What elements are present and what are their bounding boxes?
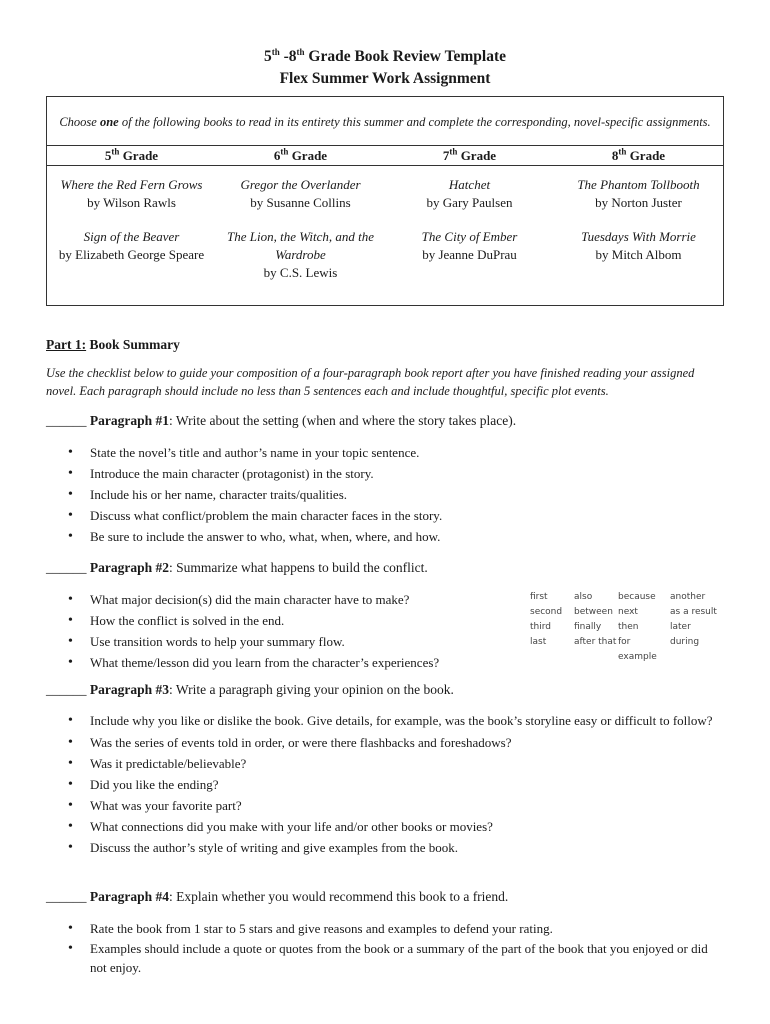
- book-title: Gregor the Overlander: [240, 177, 361, 192]
- grade-label: Grade: [288, 148, 328, 163]
- paragraph-prompt: : Summarize what happens to build the conflict.: [169, 560, 428, 575]
- list-item: • State the novel’s title and author’s name in your topic sentence.: [46, 442, 726, 463]
- book-entry: [220, 176, 381, 212]
- books-grade-8: [554, 166, 723, 298]
- book-author: by Mitch Albom: [595, 247, 682, 262]
- list-item: • Was it predictable/believable?: [46, 753, 726, 774]
- grade-num: 8: [611, 148, 619, 163]
- book-title: Sign of the Beaver: [83, 229, 180, 244]
- transition-word: later: [670, 622, 691, 632]
- book-selection-table: [46, 96, 724, 306]
- paragraph-3-checklist: [46, 711, 726, 858]
- title-text: Grade Book Review Template: [304, 48, 507, 65]
- transition-word: because: [618, 592, 656, 602]
- grade-header-row: [47, 146, 723, 166]
- transition-word: after that: [574, 637, 617, 647]
- books-grade-6: [216, 166, 385, 298]
- transition-word: third: [530, 622, 551, 632]
- intro-pre: Choose: [59, 115, 100, 129]
- list-item: • Discuss what conflict/problem the main character faces in the story.: [46, 505, 726, 526]
- book-author: by Wilson Rawls: [87, 195, 176, 210]
- transition-word: another: [670, 592, 706, 602]
- paragraph-prompt: : Write about the setting (when and where the story takes place).: [169, 413, 517, 428]
- book-title: Tuesdays With Morrie: [581, 229, 696, 244]
- book-title: Hatchet: [448, 177, 491, 192]
- transition-word: also: [574, 592, 593, 602]
- intro-bold: one: [99, 115, 119, 129]
- books-grid: [47, 166, 723, 298]
- paragraph-3-heading: [46, 681, 726, 699]
- title-sup-1: th: [271, 46, 280, 57]
- checkbox-blank: ______: [46, 682, 90, 697]
- document-title: [0, 46, 770, 90]
- paragraph-label: Paragraph #2: [89, 560, 169, 575]
- paragraph-label: Paragraph #3: [89, 682, 169, 697]
- grade-header-8: [554, 146, 723, 165]
- list-item: • How the conflict is solved in the end.: [46, 610, 516, 631]
- list-item: • Include why you like or dislike the book. Give details, for example, was the book’s storyline easy or difficult to follow?: [46, 711, 726, 730]
- paragraph-2-heading: [46, 559, 726, 577]
- list-item: • Include his or her name, character traits/qualities.: [46, 484, 726, 505]
- grade-header-7: [385, 146, 554, 165]
- list-item: • What connections did you make with your life and/or other books or movies?: [46, 816, 726, 837]
- transition-word: next: [618, 607, 638, 617]
- book-author: by C.S. Lewis: [263, 265, 338, 280]
- list-item: • What theme/lesson did you learn from the character’s experiences?: [46, 652, 516, 673]
- transition-word: last: [530, 637, 547, 647]
- list-item: • What major decision(s) did the main character have to make?: [46, 589, 516, 610]
- book-title: The City of Ember: [421, 229, 518, 244]
- grade-header-6: [216, 146, 385, 165]
- book-entry: [51, 228, 212, 264]
- transition-word: as a result: [670, 607, 717, 617]
- part-1-title: Book Summary: [86, 337, 180, 352]
- books-grade-7: [385, 166, 554, 298]
- paragraph-1-section: [46, 412, 726, 547]
- book-author: by Norton Juster: [595, 195, 682, 210]
- book-author: by Elizabeth George Speare: [58, 247, 205, 262]
- book-entry: [389, 228, 550, 264]
- transition-word: for example: [618, 637, 657, 662]
- grade-num: 7: [442, 148, 450, 163]
- checkbox-blank: ______: [46, 413, 90, 428]
- transition-word: first: [530, 592, 548, 602]
- title-grade-start: 5: [263, 48, 272, 65]
- book-author: by Gary Paulsen: [426, 195, 513, 210]
- paragraph-prompt: : Write a paragraph giving your opinion on the book.: [169, 682, 454, 697]
- paragraph-label: Paragraph #1: [89, 413, 169, 428]
- grade-sup: th: [618, 146, 627, 157]
- title-sup-2: th: [296, 46, 305, 57]
- book-entry: [51, 176, 212, 212]
- paragraph-4-section: [46, 888, 726, 979]
- part-1-label: Part 1:: [46, 337, 87, 352]
- list-item: • Introduce the main character (protagonist) in the story.: [46, 463, 726, 484]
- transition-word: during: [670, 637, 700, 647]
- grade-sup: th: [111, 146, 120, 157]
- book-title: Where the Red Fern Grows: [60, 177, 203, 192]
- paragraph-prompt: : Explain whether you would recommend this book to a friend.: [169, 889, 509, 904]
- list-item: • Was the series of events told in order, or were there flashbacks and foreshadows?: [46, 732, 726, 753]
- title-line-2: Flex Summer Work Assignment: [279, 70, 491, 87]
- list-item: • Did you like the ending?: [46, 774, 726, 795]
- part-1-section: [46, 336, 726, 400]
- paragraph-1-heading: [46, 412, 726, 430]
- list-item: • Examples should include a quote or quotes from the book or a summary of the part of the book that you enjoyed or did not enjoy.: [46, 939, 726, 977]
- table-intro: [47, 97, 723, 146]
- title-line-1: [0, 46, 770, 68]
- transition-word: second: [530, 607, 563, 617]
- grade-sup: th: [280, 146, 289, 157]
- book-title: The Phantom Tollbooth: [577, 177, 700, 192]
- book-entry: [220, 228, 381, 282]
- book-author: by Jeanne DuPrau: [422, 247, 517, 262]
- grade-header-5: [47, 146, 216, 165]
- book-entry: [558, 228, 719, 264]
- list-item: • Discuss the author’s style of writing and give examples from the book.: [46, 837, 726, 858]
- transition-word: then: [618, 622, 639, 632]
- paragraph-2-checklist: [46, 589, 516, 673]
- grade-label: Grade: [626, 148, 666, 163]
- checkbox-blank: ______: [46, 560, 90, 575]
- transition-word: between: [574, 607, 613, 617]
- grade-label: Grade: [457, 148, 497, 163]
- grade-sup: th: [449, 146, 458, 157]
- part-1-instructions: Use the checklist below to guide your composition of a four-paragraph book report after you have finished reading your assigned novel. Each paragraph should include no less than 5 sentences each and include thoughtful, specific plot events.: [46, 366, 695, 398]
- list-item: • Use transition words to help your summary flow.: [46, 631, 516, 652]
- paragraph-label: Paragraph #4: [89, 889, 169, 904]
- grade-label: Grade: [119, 148, 159, 163]
- book-title: The Lion, the Witch, and the Wardrobe: [227, 229, 374, 262]
- paragraph-4-heading: [46, 888, 726, 906]
- grade-num: 6: [273, 148, 281, 163]
- book-entry: [389, 176, 550, 212]
- paragraph-1-checklist: [46, 442, 726, 547]
- paragraph-4-checklist: [46, 918, 726, 977]
- checkbox-blank: ______: [46, 889, 90, 904]
- grade-num: 5: [104, 148, 112, 163]
- list-item: • Rate the book from 1 star to 5 stars and give reasons and examples to defend your rating.: [46, 918, 726, 939]
- paragraph-3-section: [46, 681, 726, 858]
- list-item: • What was your favorite part?: [46, 795, 726, 816]
- list-item: • Be sure to include the answer to who, what, when, where, and how.: [46, 526, 726, 547]
- intro-post: of the following books to read in its entirety this summer and complete the corresponding, novel-specific assignments.: [118, 115, 711, 129]
- part-1-heading: [46, 336, 726, 354]
- books-grade-5: [47, 166, 216, 298]
- transition-word-bank: [530, 590, 720, 665]
- transition-word: finally: [574, 622, 602, 632]
- title-grade-end: -8: [279, 48, 297, 65]
- book-entry: [558, 176, 719, 212]
- book-author: by Susanne Collins: [250, 195, 351, 210]
